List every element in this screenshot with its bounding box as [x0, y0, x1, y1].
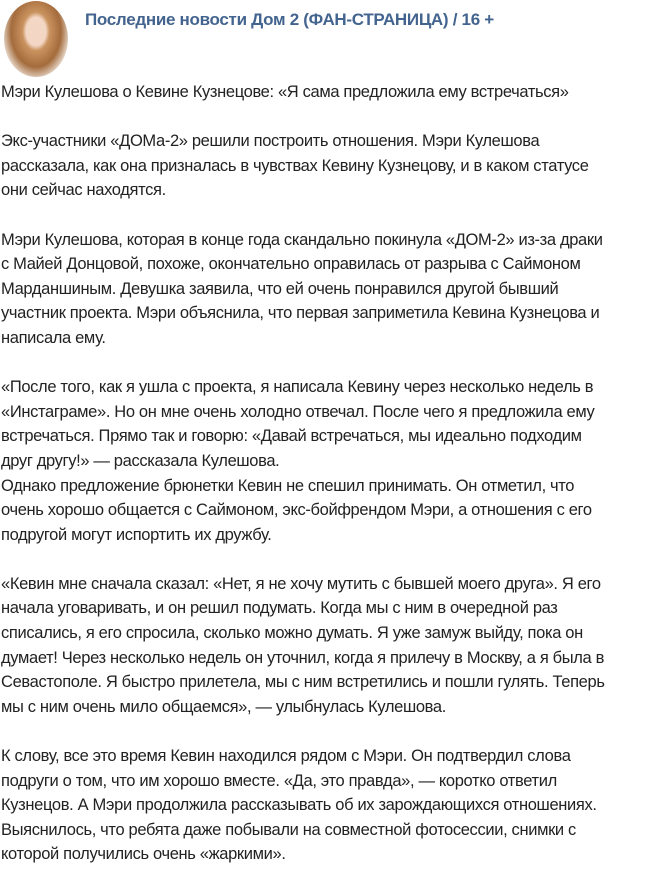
post-paragraph	[1, 228, 669, 351]
text-line: Мэри Кулешова о Кевине Кузнецове: «Я сама предложила ему встречаться»	[1, 83, 569, 101]
text-line: Севастополе. Я быстро прилетела, мы с ним встретились и пошли гулять. Теперь	[1, 673, 605, 692]
text-line: начала уговаривать, и он решил подумать. Когда мы с ним в очередной раз	[1, 599, 558, 618]
text-line: «Кевин мне сначала сказал: «Нет, я не хочу мутить с бывшей моего друга». Я его	[1, 574, 601, 593]
text-line: Мэри Кулешова, которая в конце года скандально покинула «ДОМ-2» из-за драки	[1, 230, 603, 249]
text-line: Однако предложение брюнетки Кевин не спешил принимать. Он отметил, что	[1, 476, 575, 495]
text-line: участник проекта. Мэри объяснила, что первая заприметила Кевина Кузнецова и	[1, 304, 600, 323]
text-line: мы с ним очень мило общаемся», — улыбнулась Кулешова.	[1, 697, 446, 716]
text-line: К слову, все это время Кевин находился рядом с Мэри. Он подтвердил слова	[1, 747, 571, 766]
text-line: «Инстаграме». Но он мне очень холодно отвечал. После чего я предложила ему	[1, 402, 595, 421]
text-line: написала ему.	[1, 328, 106, 347]
text-line: подруги о том, что им хорошо вместе. «Да, это правда», — коротко ответил	[1, 771, 557, 790]
post-paragraph	[1, 744, 669, 867]
text-line: Марданшиным. Девушка заявила, что ей очень понравился другой бывший	[1, 279, 559, 298]
avatar[interactable]	[4, 1, 68, 77]
text-line: думает! Через несколько недель он уточнил, когда я прилечу в Москву, а я была в	[1, 648, 605, 667]
text-line: которой получились очень «жаркими».	[1, 845, 286, 864]
text-line: они сейчас находятся.	[1, 181, 166, 200]
post-paragraph	[1, 572, 669, 720]
post-text	[1, 80, 669, 892]
text-line: друг другу!» — рассказала Кулешова.	[1, 451, 280, 470]
text-line: «После того, как я ушла с проекта, я написала Кевину через несколько недель в	[1, 378, 594, 397]
post-headline	[1, 80, 669, 105]
community-name-link[interactable]: Последние новости Дом 2 (ФАН-СТРАНИЦА) / 16 +	[85, 10, 494, 29]
text-line: встречаться. Прямо так и говорю: «Давай встречаться, мы идеально подходим	[1, 427, 582, 446]
text-line: рассказала, как она призналась в чувствах Кевину Кузнецову, и в каком статусе	[1, 156, 589, 175]
text-line: Экс-участники «ДОМа-2» решили построить отношения. Мэри Кулешова	[1, 132, 540, 151]
text-line: с Майей Донцовой, похоже, окончательно оправилась от разрыва с Саймоном	[1, 255, 581, 274]
post-paragraph	[1, 129, 669, 203]
text-line: Выяснилось, что ребята даже побывали на совместной фотосессии, снимки с	[1, 820, 576, 839]
post-header	[0, 0, 670, 80]
text-line: подругой могут испортить их дружбу.	[1, 525, 272, 544]
text-line: очень хорошо общается с Саймоном, экс-бойфрендом Мэри, а отношения с его	[1, 501, 592, 520]
text-line: Кузнецов. А Мэри продолжила рассказывать об их зарождающихся отношениях.	[1, 796, 597, 815]
text-line: списались, я его спросила, сколько можно думать. Я уже замуж выйду, пока он	[1, 624, 583, 643]
post-paragraph	[1, 375, 669, 547]
